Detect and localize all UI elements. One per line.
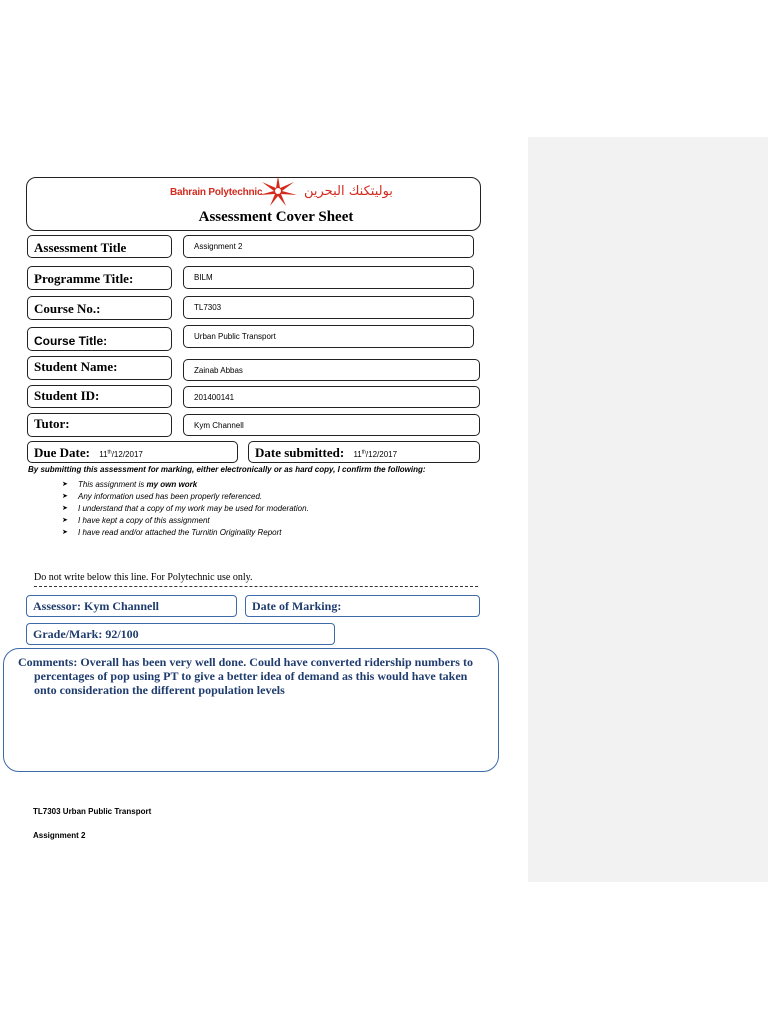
due-date-label: Due Date:	[34, 445, 90, 460]
cut-line-divider	[34, 586, 478, 587]
value-course-no: TL7303	[183, 296, 474, 319]
side-panel	[528, 137, 768, 882]
logo-text-en: Bahrain Polytechnic	[170, 187, 263, 198]
label-course-title: Course Title:	[27, 327, 172, 351]
value-student-name: Zainab Abbas	[183, 359, 480, 381]
comments-line-1: Comments: Overall has been very well done. Could have converted ridership numbers to	[18, 655, 473, 669]
value-course-title: Urban Public Transport	[183, 325, 474, 348]
footer-course: TL7303 Urban Public Transport	[33, 807, 152, 816]
value-tutor: Kym Channell	[183, 414, 480, 436]
declaration-list	[62, 479, 309, 539]
assessor-box: Assessor: Kym Channell	[26, 595, 237, 617]
date-submitted-value: 11th/12/2017	[353, 449, 398, 459]
polytechnic-star-logo-icon	[259, 176, 297, 206]
value-student-id: 201400141	[183, 386, 480, 408]
page-title: Assessment Cover Sheet	[198, 209, 354, 225]
declaration-item: ➤ This assignment is my own work	[62, 480, 198, 489]
label-assessment-title: Assessment Title	[27, 235, 172, 258]
declaration-item: ➤ Any information used has been properly referenced.	[62, 492, 263, 501]
comments-line-2: percentages of pop using PT to give a better idea of demand as this would have taken	[34, 669, 468, 683]
footer-assignment: Assignment 2	[33, 831, 86, 840]
value-programme-title: BILM	[183, 266, 474, 289]
bullet-arrow-icon: ➤	[62, 481, 68, 488]
bullet-arrow-icon: ➤	[62, 517, 68, 524]
declaration-intro: By submitting this assessment for marking, either electronically or as hard copy, I confirm the following:	[28, 465, 426, 474]
label-student-id: Student ID:	[27, 385, 172, 408]
logo-text-ar: بوليتكنك البحرين	[304, 184, 393, 199]
date-of-marking-box: Date of Marking:	[245, 595, 480, 617]
bullet-arrow-icon: ➤	[62, 529, 68, 536]
bullet-arrow-icon: ➤	[62, 493, 68, 500]
declaration-item: ➤ I understand that a copy of my work may be used for moderation.	[62, 504, 309, 513]
date-submitted-box	[248, 441, 480, 463]
label-student-name: Student Name:	[27, 356, 172, 380]
label-course-no: Course No.:	[27, 296, 172, 320]
comments-box	[3, 648, 499, 772]
grade-box: Grade/Mark: 92/100	[26, 623, 335, 645]
label-tutor: Tutor:	[27, 413, 172, 437]
bullet-arrow-icon: ➤	[62, 505, 68, 512]
declaration-item: ➤ I have kept a copy of this assignment	[62, 516, 210, 525]
label-programme-title: Programme Title:	[27, 266, 172, 290]
value-assessment-title: Assignment 2	[183, 235, 474, 258]
declaration-item: ➤ I have read and/or attached the Turnitin Originality Report	[62, 528, 282, 537]
due-date-value: 11th/12/2017	[99, 449, 143, 459]
office-use-notice: Do not write below this line. For Polytechnic use only.	[34, 572, 253, 583]
comments-line-3: onto consideration the different population levels	[34, 683, 285, 697]
due-date-box	[27, 441, 238, 463]
date-submitted-label: Date submitted:	[255, 445, 345, 460]
